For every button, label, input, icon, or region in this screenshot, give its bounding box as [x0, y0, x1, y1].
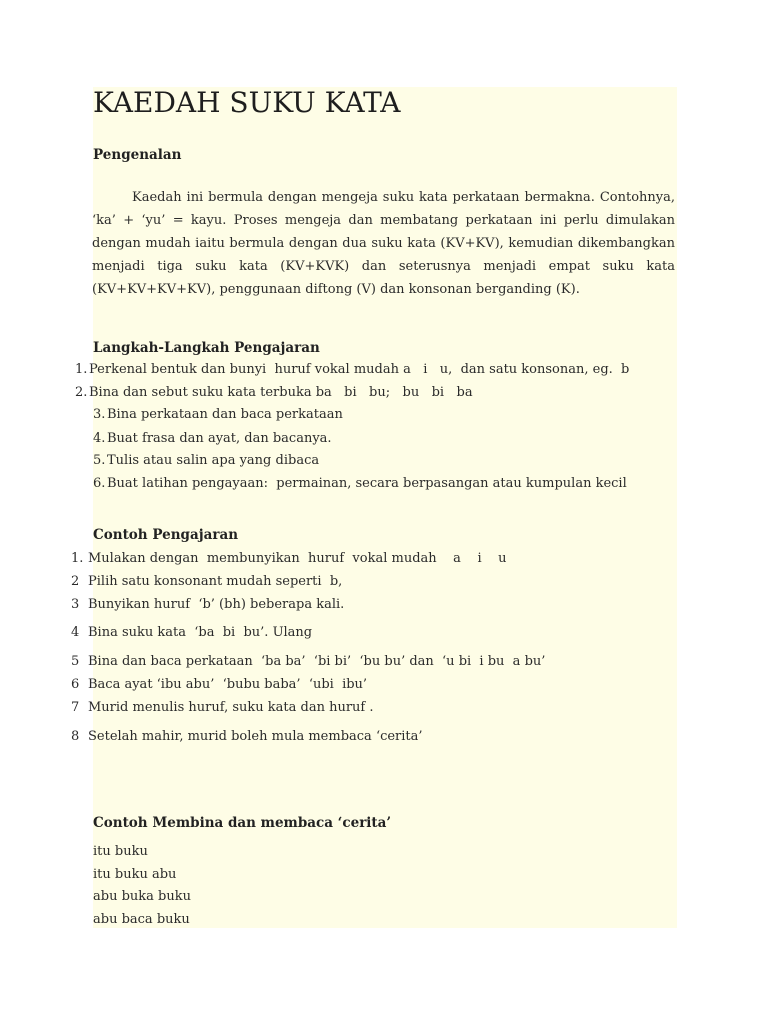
story-line: itu buku: [93, 844, 148, 859]
step-number: 6.: [93, 476, 106, 491]
step-item: Buat frasa dan ayat, dan bacanya.: [107, 431, 332, 446]
story-line: abu buka buku: [93, 889, 191, 904]
story-heading: Contoh Membina dan membaca ‘cerita’: [93, 815, 392, 831]
example-item: Mulakan dengan membunyikan huruf vokal mudah a i u: [88, 551, 507, 566]
step-item: Tulis atau salin apa yang dibaca: [107, 453, 320, 468]
example-number: 7: [71, 700, 80, 715]
story-line: itu buku abu: [93, 867, 177, 882]
example-item: Murid menulis huruf, suku kata dan huruf .: [88, 700, 374, 715]
example-item: Baca ayat ‘ibu abu’ ‘bubu baba’ ‘ubi ibu’: [88, 677, 368, 692]
step-number: 5.: [93, 453, 106, 468]
intro-heading: Pengenalan: [93, 147, 182, 163]
step-number: 3.: [93, 407, 106, 422]
example-item: Bina suku kata ‘ba bi bu’. Ulang: [88, 625, 313, 640]
step-number: 1.: [75, 362, 88, 377]
example-item: Pilih satu konsonant mudah seperti b,: [88, 574, 343, 589]
example-number: 8: [71, 729, 80, 744]
example-number: 4: [71, 625, 80, 640]
step-number: 2.: [75, 385, 88, 400]
step-item: Perkenal bentuk dan bunyi huruf vokal mudah a i u, dan satu konsonan, eg. b: [89, 362, 630, 377]
example-number: 2: [71, 574, 80, 589]
step-item: Bina dan sebut suku kata terbuka ba bi bu; bu bi ba: [89, 385, 473, 400]
example-item: Setelah mahir, murid boleh mula membaca ‘cerita’: [88, 729, 423, 744]
story-line: abu baca buku: [93, 912, 190, 927]
example-number: 5: [71, 654, 80, 669]
example-number: 3: [71, 597, 80, 612]
examples-heading: Contoh Pengajaran: [93, 527, 239, 543]
example-item: Bina dan baca perkataan ‘ba ba’ ‘bi bi’ ‘bu bu’ dan ‘u bi i bu a bu’: [88, 654, 546, 669]
intro-paragraph-text: Kaedah ini bermula dengan mengeja suku kata perkataan bermakna. Contohnya, ‘ka’ + ‘yu’ = kayu. Proses mengeja dan membatang perkataan ini perlu dimulakan dengan mudah iaitu bermula dengan dua suku kata (KV+KV), kemudian dikembangkan menjadi tiga suku kata (KV+KVK) dan seterusnya menjadi empat suku kata (KV+KV+KV+KV), penggunaan diftong (V) dan konsonan berganding (K).: [92, 190, 675, 297]
example-number: 6: [71, 677, 80, 692]
example-item: Bunyikan huruf ‘b’ (bh) beberapa kali.: [88, 597, 345, 612]
example-number: 1.: [71, 551, 84, 566]
step-item: Buat latihan pengayaan: permainan, secara berpasangan atau kumpulan kecil: [107, 476, 627, 491]
document-title: KAEDAH SUKU KATA: [93, 86, 401, 119]
steps-heading: Langkah-Langkah Pengajaran: [93, 340, 320, 356]
step-number: 4.: [93, 431, 106, 446]
intro-paragraph: [92, 186, 675, 301]
step-item: Bina perkataan dan baca perkataan: [107, 407, 343, 422]
